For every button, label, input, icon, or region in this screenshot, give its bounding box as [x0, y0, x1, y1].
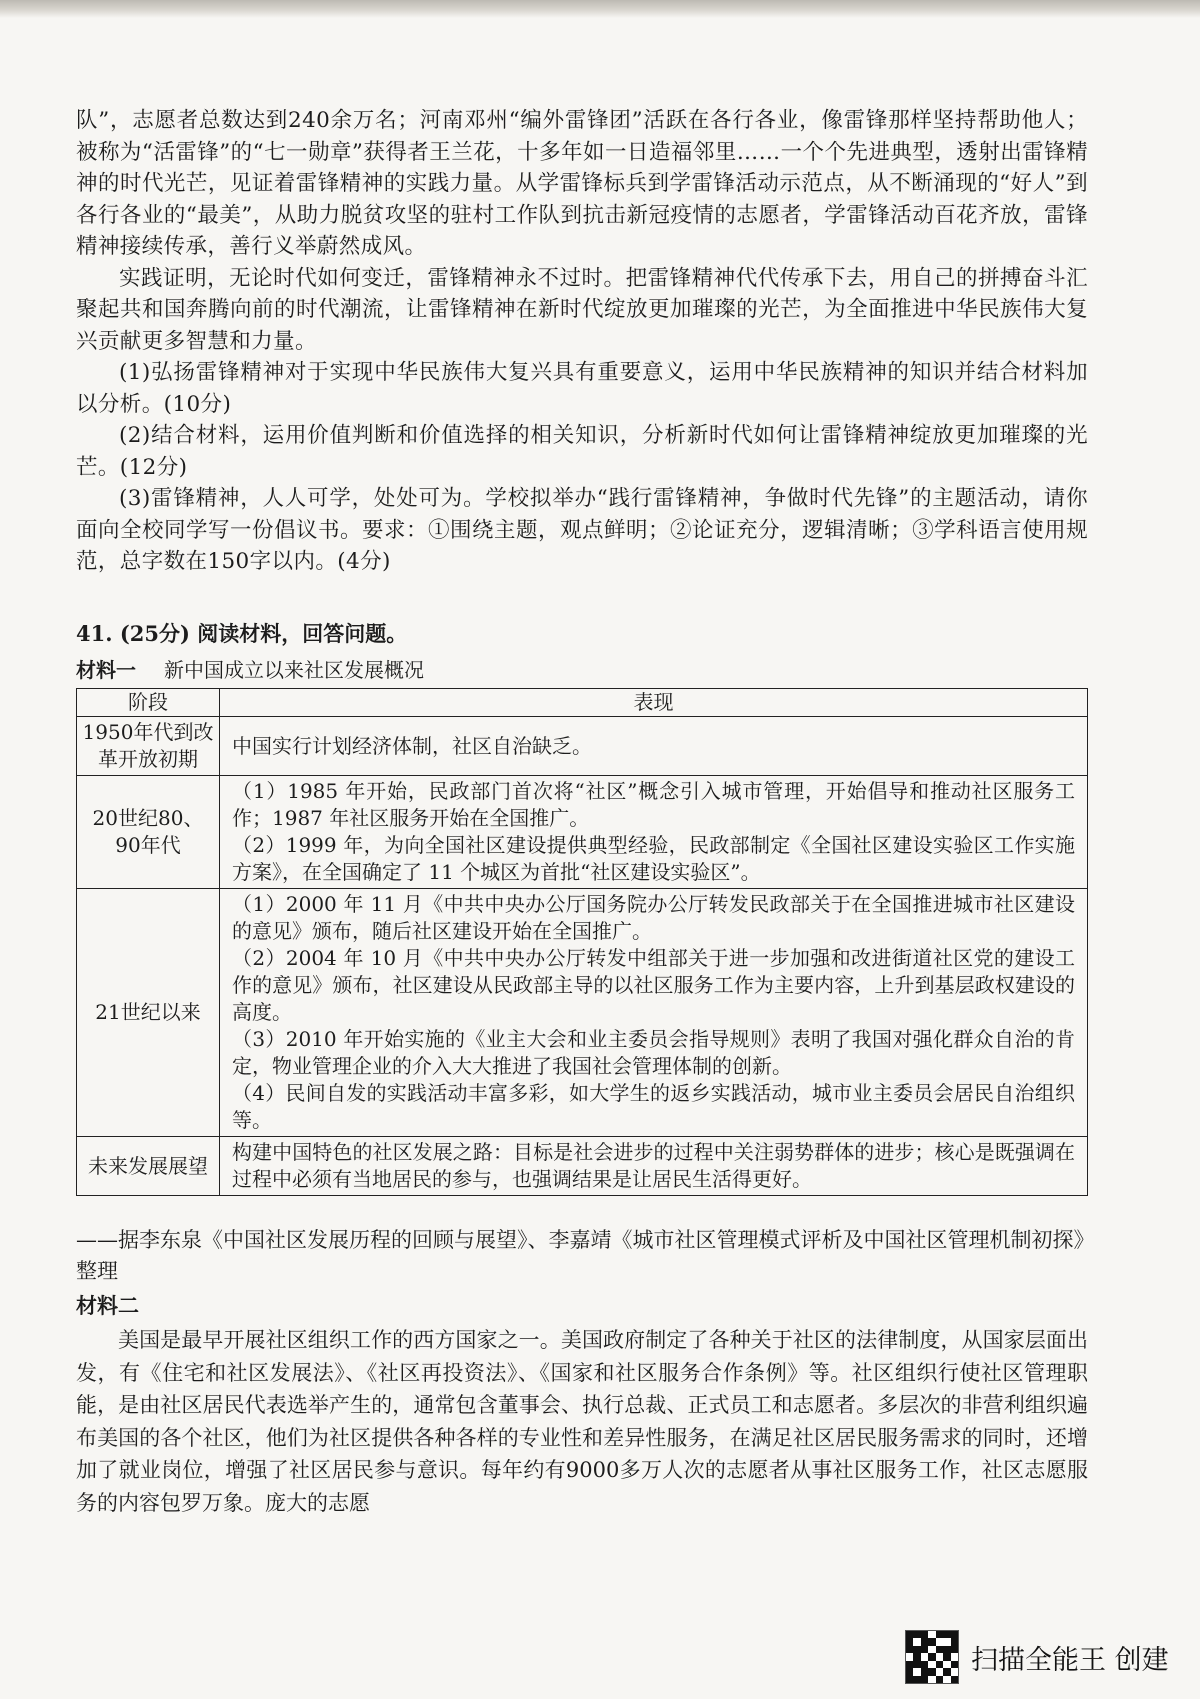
qr-code-icon — [905, 1630, 959, 1684]
table-row — [77, 776, 1088, 889]
material-paragraph: 实践证明，无论时代如何变迁，雷锋精神永不过时。把雷锋精神代代传承下去，用自己的拼搏奋斗汇聚起共和国奔腾向前的时代潮流，让雷锋精神在新时代绽放更加璀璨的光芒，为全面推进中华民族伟大复兴贡献更多智慧和力量。 — [76, 265, 1088, 354]
table-cell-stage: 20世纪80、90年代 — [77, 776, 220, 889]
table-header-stage: 阶段 — [77, 689, 220, 717]
community-development-table — [76, 688, 1088, 1196]
material-2 — [76, 1290, 1088, 1519]
table-line: （2）2004 年 10 月《中共中央办公厅转发中组部关于进一步加强和改进街道社区党的建设工作的意见》颁布，社区建设从民政部主导的以社区服务工作为主要内容，上升到基层政权建设的高度。 — [232, 946, 1075, 1024]
table-line: 构建中国特色的社区发展之路：目标是社会进步的过程中关注弱势群体的进步；核心是既强调在过程中必须有当地居民的参与，也强调结果是让居民生活得更好。 — [232, 1140, 1075, 1191]
sub-question-3: (3)雷锋精神，人人可学，处处可为。学校拟举办“践行雷锋精神，争做时代先锋”的主题活动，请你面向全校同学写一份倡议书。要求：①围绕主题，观点鲜明；②论证充分，逻辑清晰；③学科语言使用规范，总字数在150字以内。(4分) — [76, 486, 1088, 574]
question-40-continuation — [76, 105, 1088, 578]
material-2-text: 美国是最早开展社区组织工作的西方国家之一。美国政府制定了各种关于社区的法律制度，从国家层面出发，有《住宅和社区发展法》、《社区再投资法》、《国家和社区服务合作条例》等。社区组织行使社区管理职能，是由社区居民代表选举产生的，通常包含董事会、执行总裁、正式员工和志愿者。多层次的非营利组织遍布美国的各个社区，他们为社区提供各种各样的专业性和差异性服务，在满足社区居民服务需求的同时，还增加了就业岗位，增强了社区居民参与意识。每年约有9000多万人次的志愿者从事社区服务工作，社区志愿服务的内容包罗万象。庞大的志愿 — [76, 1328, 1088, 1515]
question-41-heading: 41. (25分) 阅读材料，回答问题。 — [76, 621, 408, 646]
question-41 — [76, 618, 1088, 683]
table-line: （2）1999 年，为向全国社区建设提供典型经验，民政部制定《全国社区建设实验区工作实施方案》，在全国确定了 11 个城区为首批“社区建设实验区”。 — [232, 833, 1075, 884]
table-cell-stage: 21世纪以来 — [77, 889, 220, 1137]
sub-question-2: (2)结合材料，运用价值判断和价值选择的相关知识，分析新时代如何让雷锋精神绽放更加璀璨的光芒。(12分) — [76, 423, 1088, 480]
table-header-performance: 表现 — [220, 689, 1088, 717]
material-1-caption — [76, 654, 1088, 683]
table-line: 中国实行计划经济体制，社区自治缺乏。 — [232, 733, 592, 758]
table-line: （1）2000 年 11 月《中共中央办公厅国务院办公厅转发民政部关于在全国推进城市社区建设的意见》颁布，随后社区建设开始在全国推广。 — [232, 892, 1075, 943]
scan-top-edge — [0, 0, 1200, 18]
material-2-label: 材料二 — [76, 1293, 139, 1318]
scanner-watermark — [905, 1630, 1169, 1684]
table-line: （4）民间自发的实践活动丰富多彩，如大学生的返乡实践活动，城市业主委员会居民自治组织等。 — [232, 1081, 1075, 1132]
table-row — [77, 889, 1088, 1137]
watermark-text: 扫描全能王 创建 — [971, 1644, 1169, 1676]
material-1-label: 材料一 — [76, 658, 136, 682]
table-cell-content — [220, 776, 1088, 889]
sub-question-1: (1)弘扬雷锋精神对于实现中华民族伟大复兴具有重要意义，运用中华民族精神的知识并结合材料加以分析。(10分) — [76, 360, 1088, 417]
table-line: （1）1985 年开始，民政部门首次将“社区”概念引入城市管理，开始倡导和推动社区服务工作；1987 年社区服务开始在全国推广。 — [232, 779, 1075, 830]
table-cell-content — [220, 717, 1088, 776]
table-source-citation: ——据李东泉《中国社区发展历程的回顾与展望》、李嘉靖《城市社区管理模式评析及中国社区管理机制初探》整理 — [76, 1228, 1084, 1283]
table-cell-stage: 1950年代到改革开放初期 — [77, 717, 220, 776]
table-cell-content — [220, 1137, 1088, 1196]
table-cell-stage: 未来发展展望 — [77, 1137, 220, 1196]
material-paragraph: 队”，志愿者总数达到240余万名；河南邓州“编外雷锋团”活跃在各行各业，像雷锋那样坚持帮助他人；被称为“活雷锋”的“七一勋章”获得者王兰花，十多年如一日造福邻里……一个个先进典型，透射出雷锋精神的时代光芒，见证着雷锋精神的实践力量。从学雷锋标兵到学雷锋活动示范点，从不断涌现的“好人”到各行各业的“最美”，从助力脱贫攻坚的驻村工作队到抗击新冠疫情的志愿者，学雷锋活动百花齐放，雷锋精神接续传承，善行义举蔚然成风。 — [76, 108, 1088, 259]
table-header-row — [77, 689, 1088, 717]
table-cell-content — [220, 889, 1088, 1137]
material-1-title: 新中国成立以来社区发展概况 — [164, 658, 424, 682]
table-line: （3）2010 年开始实施的《业主大会和业主委员会指导规则》表明了我国对强化群众自治的肯定，物业管理企业的介入大大推进了我国社会管理体制的创新。 — [232, 1027, 1075, 1078]
table-row — [77, 717, 1088, 776]
table-row — [77, 1137, 1088, 1196]
